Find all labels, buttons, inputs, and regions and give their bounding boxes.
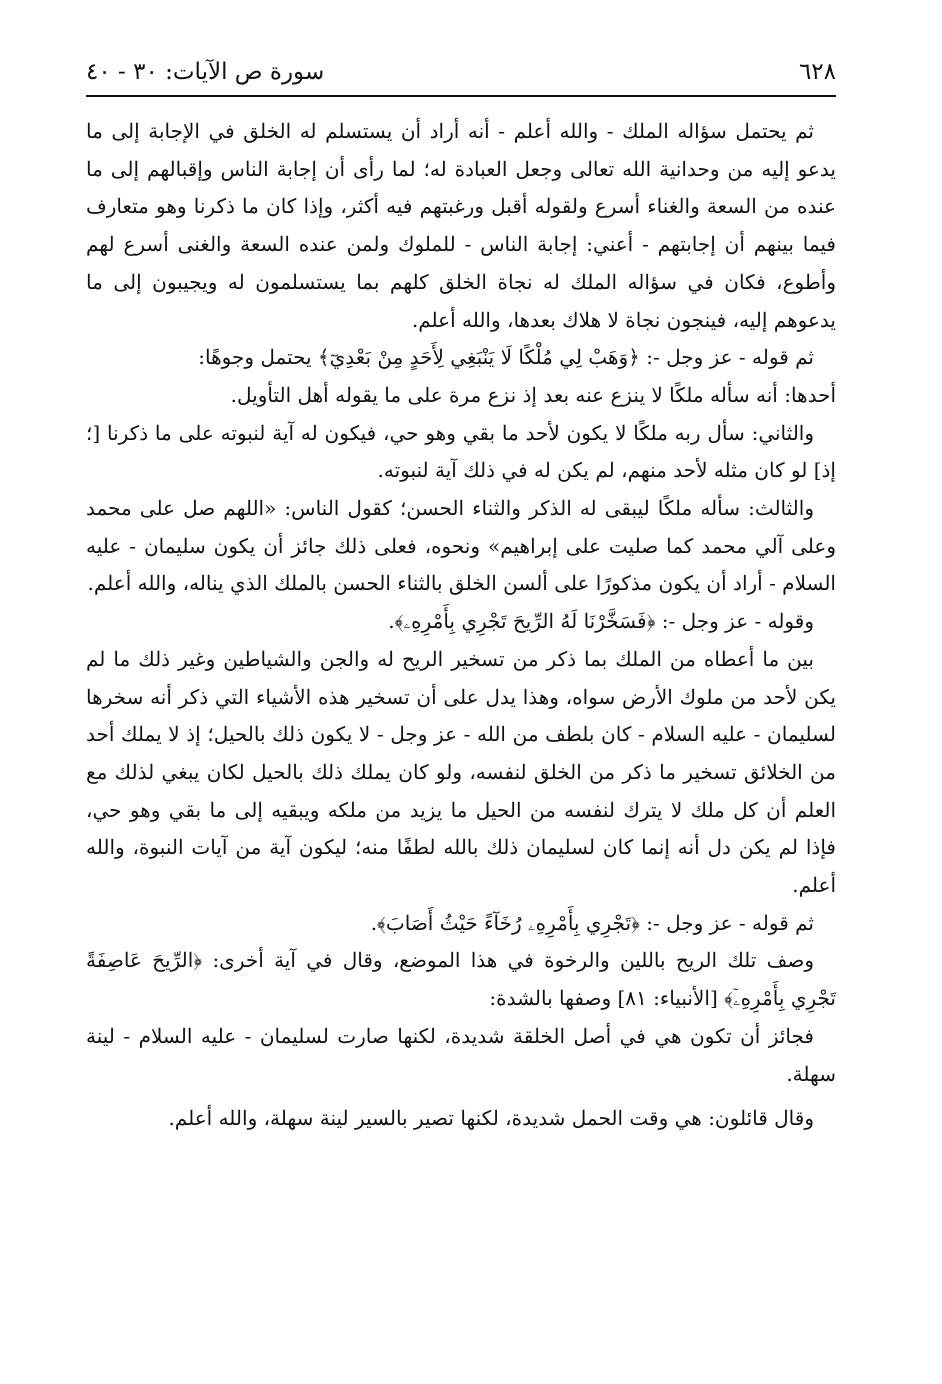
paragraph-1: ثم يحتمل سؤاله الملك - والله أعلم - أنه أراد أن يستسلم له الخلق في الإجابة إلى ما يدعو إليه من وحدانية الله تعالى وجعل العبادة له؛ لما رأى أن إجابة الناس وإقبالهم إلى ما عنده من السعة والغناء أسرع ولقوله أقبل ورغبتهم فيه أكثر، وإذا كان ما ذكرنا وهو متعارف فيما بينهم أن إجابتهم - أعني: إجابة الناس - للملوك ولمن عنده السعة والغنى أسرع لهم وأطوع، فكان في سؤاله الملك له نجاة الخلق كلهم بما يستسلمون له ويجيبون إلى ما يدعوهم إليه، فينجون نجاة لا هلاك بعدها، والله أعلم. (86, 119, 836, 332)
paragraph-9: وصف تلك الريح باللين والرخوة في هذا الموضع، وقال في آية أخرى: ﴿الرِّيحَ عَاصِفَةً تَجْرِي بِأَمْرِهِۦٓ﴾ [الأنبياء: ٨١] وصفها بالشدة: (86, 948, 836, 1011)
paragraph-10: فجائز أن تكون هي في أصل الخلقة شديدة، لكنها صارت لسليمان - عليه السلام - لينة سهلة. (86, 1023, 836, 1086)
page-number: ٦٢٨ (798, 59, 836, 85)
paragraph-6: وقوله - عز وجل -: ﴿فَسَخَّرْنَا لَهُ الرِّيحَ تَجْرِي بِأَمْرِهِۦ﴾. (388, 609, 814, 634)
paragraph-2: ثم قوله - عز وجل -: ﴿وَهَبْ لِي مُلْكًا لَا يَنْبَغِي لِأَحَدٍ مِنْ بَعْدِيٓ﴾ يحتمل وجوهًا: (198, 345, 814, 370)
paragraph-3: أحدها: أنه سأله ملكًا لا ينزع عنه بعد إذ نزع مرة على ما يقوله أهل التأويل. (230, 382, 836, 407)
paragraph-5: والثالث: سأله ملكًا ليبقى له الذكر والثناء الحسن؛ كقول الناس: «اللهم صل على محمد وعلى آلي محمد كما صليت على إبراهيم» ونحوه، فعلى ذلك جائز أن يكون سليمان - عليه السلام - أراد أن يكون مذكورًا على ألسن الخلق بالثناء الحسن بالملك الذي يناله، والله أعلم. (86, 496, 836, 596)
paragraph-8: ثم قوله - عز وجل -: ﴿تَجْرِي بِأَمْرِهِۦ رُخَآءً حَيْثُ أَصَابَ﴾. (370, 910, 814, 935)
header-divider (86, 95, 836, 97)
page-body (86, 113, 836, 1138)
running-title: سورة ص الآيات: ٣٠ - ٤٠ (86, 59, 325, 85)
page-header (86, 52, 836, 92)
paragraph-7: بين ما أعطاه من الملك بما ذكر من تسخير الريح له والجن والشياطين وغير ذلك ما لم يكن لأحد من ملوك الأرض سواه، وهذا يدل على أن تسخير هذه الأشياء التي ذكر أنه سخرها لسليمان - عليه السلام - كان بلطف من الله - عز وجل - لا يكون ذلك بالحيل؛ إذ لا يملك أحد من الخلائق تسخير ما ذكر من الخلق لنفسه، ولو كان يملك ذلك بالحيل لكان يبغي لذلك مع العلم أن كل ملك لا يترك لنفسه من الحيل ما يزيد من ملكه ويبقيه إلى ما بقي وهو حي، فإذا لم يكن دل أنه إنما كان لسليمان ذلك بالله لطفًا منه؛ ليكون آية من آيات النبوة، والله أعلم. (86, 646, 836, 898)
paragraph-4: والثاني: سأل ربه ملكًا لا يكون لأحد ما بقي وهو حي، فيكون له آية لنبوته على ما ذكرنا [؛ إذ] لو كان مثله لأحد منهم، لم يكن له في ذلك آية لنبوته. (86, 420, 836, 483)
paragraph-11: وقال قائلون: هي وقت الحمل شديدة، لكنها تصير بالسير لينة سهلة، والله أعلم. (168, 1106, 814, 1131)
